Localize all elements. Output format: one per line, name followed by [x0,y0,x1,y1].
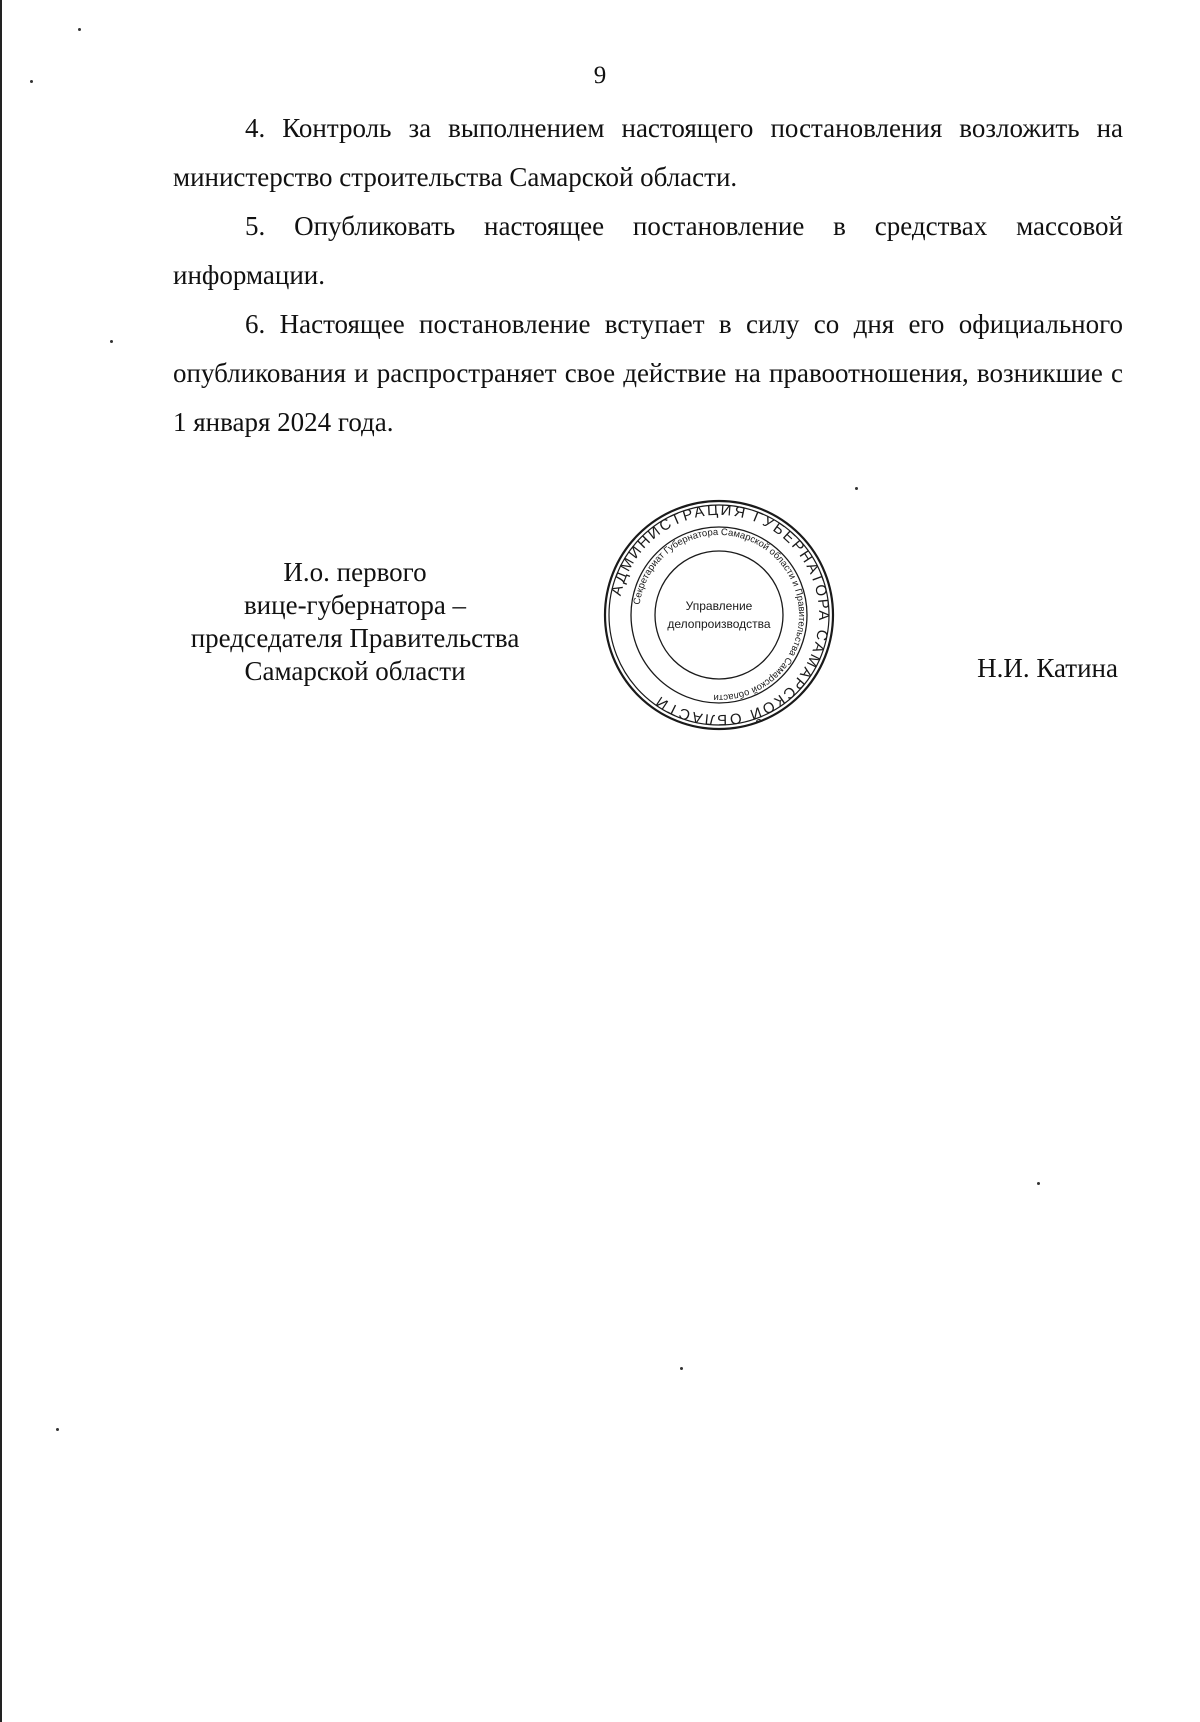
body-text [173,104,1123,447]
scan-speck [1037,1182,1040,1185]
seal-outer-text: АДМИНИСТРАЦИЯ ГУБЕРНАТОРА САМАРСКОЙ ОБЛАСТИ [607,501,833,729]
scan-speck [78,28,81,31]
scan-speck [56,1428,59,1431]
seal-center-line-1: Управление [685,599,753,613]
scan-speck [680,1367,683,1370]
signatory-position [170,556,540,688]
scan-speck [110,340,113,343]
position-line: председателя Правительства [190,623,520,653]
seal-center-line-2: делопроизводства [667,617,771,631]
page-number: 9 [593,62,607,89]
paragraph-4: 4. Контроль за выполнением настоящего постановления возложить на министерство строительства Самарской области. [173,113,1123,192]
seal-inner-ring-text: Секретариат Губернатора Самарской области и Правительства Самарской области [631,526,808,704]
official-seal [602,498,836,732]
position-line: И.о. первого [283,557,427,587]
signer-name: Н.И. Катина [977,653,1118,683]
paragraph-6: 6. Настоящее постановление вступает в силу со дня его официального опубликования и распространяет свое действие на правоотношения, возникшие с 1 января 2024 года. [173,309,1123,437]
scan-edge [0,0,2,1722]
scan-speck [855,487,858,490]
position-line: вице-губернатора – [243,590,467,620]
position-line: Самарской области [244,656,466,686]
paragraph-5: 5. Опубликовать настоящее постановление в средствах массовой информации. [173,211,1123,290]
scan-speck [30,80,33,83]
